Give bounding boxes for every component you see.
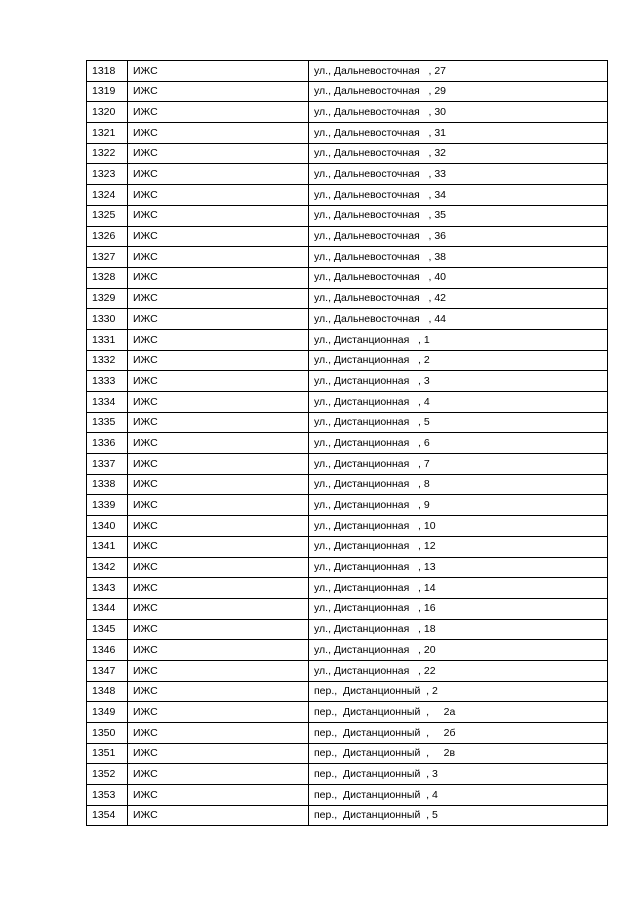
- address-cell: ул., Дальневосточная , 32: [309, 143, 608, 164]
- table-body: [87, 61, 608, 826]
- row-number-cell: 1346: [87, 640, 128, 661]
- table-row: [87, 226, 608, 247]
- object-type-cell: ИЖС: [128, 102, 309, 123]
- address-cell: ул., Дальневосточная , 40: [309, 267, 608, 288]
- object-type-cell: ИЖС: [128, 267, 309, 288]
- address-cell: ул., Дистанционная , 13: [309, 557, 608, 578]
- table-row: [87, 309, 608, 330]
- table-row: [87, 495, 608, 516]
- table-row: [87, 578, 608, 599]
- table-row: [87, 640, 608, 661]
- address-cell: ул., Дальневосточная , 44: [309, 309, 608, 330]
- row-number-cell: 1354: [87, 805, 128, 826]
- table-row: [87, 267, 608, 288]
- address-cell: ул., Дистанционная , 9: [309, 495, 608, 516]
- row-number-cell: 1342: [87, 557, 128, 578]
- address-cell: ул., Дальневосточная , 35: [309, 205, 608, 226]
- address-cell: ул., Дистанционная , 20: [309, 640, 608, 661]
- address-cell: ул., Дистанционная , 10: [309, 516, 608, 537]
- object-type-cell: ИЖС: [128, 743, 309, 764]
- table-row: [87, 123, 608, 144]
- address-cell: пер., Дистанционный , 5: [309, 805, 608, 826]
- row-number-cell: 1328: [87, 267, 128, 288]
- row-number-cell: 1322: [87, 143, 128, 164]
- row-number-cell: 1349: [87, 702, 128, 723]
- object-type-cell: ИЖС: [128, 619, 309, 640]
- table-row: [87, 723, 608, 744]
- table-row: [87, 433, 608, 454]
- row-number-cell: 1327: [87, 247, 128, 268]
- address-register-table: [86, 60, 608, 826]
- object-type-cell: ИЖС: [128, 640, 309, 661]
- address-cell: ул., Дистанционная , 18: [309, 619, 608, 640]
- row-number-cell: 1334: [87, 392, 128, 413]
- row-number-cell: 1348: [87, 681, 128, 702]
- object-type-cell: ИЖС: [128, 247, 309, 268]
- address-cell: ул., Дальневосточная , 36: [309, 226, 608, 247]
- address-cell: ул., Дистанционная , 3: [309, 371, 608, 392]
- object-type-cell: ИЖС: [128, 164, 309, 185]
- object-type-cell: ИЖС: [128, 433, 309, 454]
- table-row: [87, 557, 608, 578]
- address-cell: ул., Дистанционная , 12: [309, 536, 608, 557]
- address-cell: ул., Дальневосточная , 30: [309, 102, 608, 123]
- object-type-cell: ИЖС: [128, 660, 309, 681]
- row-number-cell: 1351: [87, 743, 128, 764]
- row-number-cell: 1319: [87, 81, 128, 102]
- object-type-cell: ИЖС: [128, 495, 309, 516]
- object-type-cell: ИЖС: [128, 557, 309, 578]
- address-cell: ул., Дистанционная , 4: [309, 392, 608, 413]
- table-row: [87, 143, 608, 164]
- address-cell: пер., Дистанционный , 2а: [309, 702, 608, 723]
- row-number-cell: 1325: [87, 205, 128, 226]
- object-type-cell: ИЖС: [128, 578, 309, 599]
- row-number-cell: 1336: [87, 433, 128, 454]
- object-type-cell: ИЖС: [128, 309, 309, 330]
- object-type-cell: ИЖС: [128, 123, 309, 144]
- row-number-cell: 1338: [87, 474, 128, 495]
- table-row: [87, 785, 608, 806]
- table-row: [87, 454, 608, 475]
- table-row: [87, 619, 608, 640]
- address-cell: ул., Дальневосточная , 42: [309, 288, 608, 309]
- row-number-cell: 1344: [87, 598, 128, 619]
- address-cell: ул., Дистанционная , 8: [309, 474, 608, 495]
- address-cell: пер., Дистанционный , 4: [309, 785, 608, 806]
- object-type-cell: ИЖС: [128, 226, 309, 247]
- object-type-cell: ИЖС: [128, 81, 309, 102]
- address-cell: ул., Дальневосточная , 31: [309, 123, 608, 144]
- table-row: [87, 247, 608, 268]
- object-type-cell: ИЖС: [128, 681, 309, 702]
- object-type-cell: ИЖС: [128, 536, 309, 557]
- table-row: [87, 805, 608, 826]
- object-type-cell: ИЖС: [128, 764, 309, 785]
- address-cell: ул., Дистанционная , 1: [309, 329, 608, 350]
- table-row: [87, 681, 608, 702]
- address-cell: ул., Дальневосточная , 33: [309, 164, 608, 185]
- object-type-cell: ИЖС: [128, 288, 309, 309]
- table-row: [87, 205, 608, 226]
- row-number-cell: 1324: [87, 185, 128, 206]
- row-number-cell: 1330: [87, 309, 128, 330]
- object-type-cell: ИЖС: [128, 805, 309, 826]
- table-row: [87, 516, 608, 537]
- address-cell: ул., Дистанционная , 7: [309, 454, 608, 475]
- row-number-cell: 1333: [87, 371, 128, 392]
- object-type-cell: ИЖС: [128, 392, 309, 413]
- row-number-cell: 1350: [87, 723, 128, 744]
- address-cell: ул., Дальневосточная , 38: [309, 247, 608, 268]
- object-type-cell: ИЖС: [128, 61, 309, 82]
- address-cell: пер., Дистанционный , 3: [309, 764, 608, 785]
- object-type-cell: ИЖС: [128, 516, 309, 537]
- row-number-cell: 1329: [87, 288, 128, 309]
- address-cell: ул., Дистанционная , 6: [309, 433, 608, 454]
- table-row: [87, 702, 608, 723]
- row-number-cell: 1318: [87, 61, 128, 82]
- table-row: [87, 392, 608, 413]
- address-cell: ул., Дальневосточная , 27: [309, 61, 608, 82]
- object-type-cell: ИЖС: [128, 412, 309, 433]
- address-cell: пер., Дистанционный , 2: [309, 681, 608, 702]
- row-number-cell: 1335: [87, 412, 128, 433]
- row-number-cell: 1353: [87, 785, 128, 806]
- row-number-cell: 1340: [87, 516, 128, 537]
- table-row: [87, 164, 608, 185]
- table-row: [87, 350, 608, 371]
- object-type-cell: ИЖС: [128, 350, 309, 371]
- table-row: [87, 288, 608, 309]
- object-type-cell: ИЖС: [128, 702, 309, 723]
- table-row: [87, 329, 608, 350]
- row-number-cell: 1347: [87, 660, 128, 681]
- object-type-cell: ИЖС: [128, 143, 309, 164]
- address-cell: ул., Дистанционная , 14: [309, 578, 608, 599]
- table-row: [87, 371, 608, 392]
- address-cell: пер., Дистанционный , 2в: [309, 743, 608, 764]
- table-row: [87, 102, 608, 123]
- object-type-cell: ИЖС: [128, 329, 309, 350]
- address-cell: ул., Дистанционная , 16: [309, 598, 608, 619]
- object-type-cell: ИЖС: [128, 205, 309, 226]
- row-number-cell: 1339: [87, 495, 128, 516]
- row-number-cell: 1332: [87, 350, 128, 371]
- table-row: [87, 660, 608, 681]
- object-type-cell: ИЖС: [128, 785, 309, 806]
- object-type-cell: ИЖС: [128, 723, 309, 744]
- object-type-cell: ИЖС: [128, 185, 309, 206]
- row-number-cell: 1323: [87, 164, 128, 185]
- row-number-cell: 1337: [87, 454, 128, 475]
- table-row: [87, 412, 608, 433]
- row-number-cell: 1320: [87, 102, 128, 123]
- row-number-cell: 1345: [87, 619, 128, 640]
- address-cell: ул., Дальневосточная , 29: [309, 81, 608, 102]
- object-type-cell: ИЖС: [128, 371, 309, 392]
- table-row: [87, 743, 608, 764]
- object-type-cell: ИЖС: [128, 598, 309, 619]
- row-number-cell: 1331: [87, 329, 128, 350]
- object-type-cell: ИЖС: [128, 474, 309, 495]
- object-type-cell: ИЖС: [128, 454, 309, 475]
- table-row: [87, 81, 608, 102]
- table-row: [87, 474, 608, 495]
- address-cell: ул., Дистанционная , 5: [309, 412, 608, 433]
- address-cell: ул., Дистанционная , 22: [309, 660, 608, 681]
- address-cell: ул., Дистанционная , 2: [309, 350, 608, 371]
- table-row: [87, 61, 608, 82]
- table-row: [87, 185, 608, 206]
- row-number-cell: 1341: [87, 536, 128, 557]
- row-number-cell: 1321: [87, 123, 128, 144]
- table-row: [87, 764, 608, 785]
- address-cell: ул., Дальневосточная , 34: [309, 185, 608, 206]
- table-row: [87, 536, 608, 557]
- row-number-cell: 1352: [87, 764, 128, 785]
- table-row: [87, 598, 608, 619]
- address-cell: пер., Дистанционный , 2б: [309, 723, 608, 744]
- row-number-cell: 1326: [87, 226, 128, 247]
- row-number-cell: 1343: [87, 578, 128, 599]
